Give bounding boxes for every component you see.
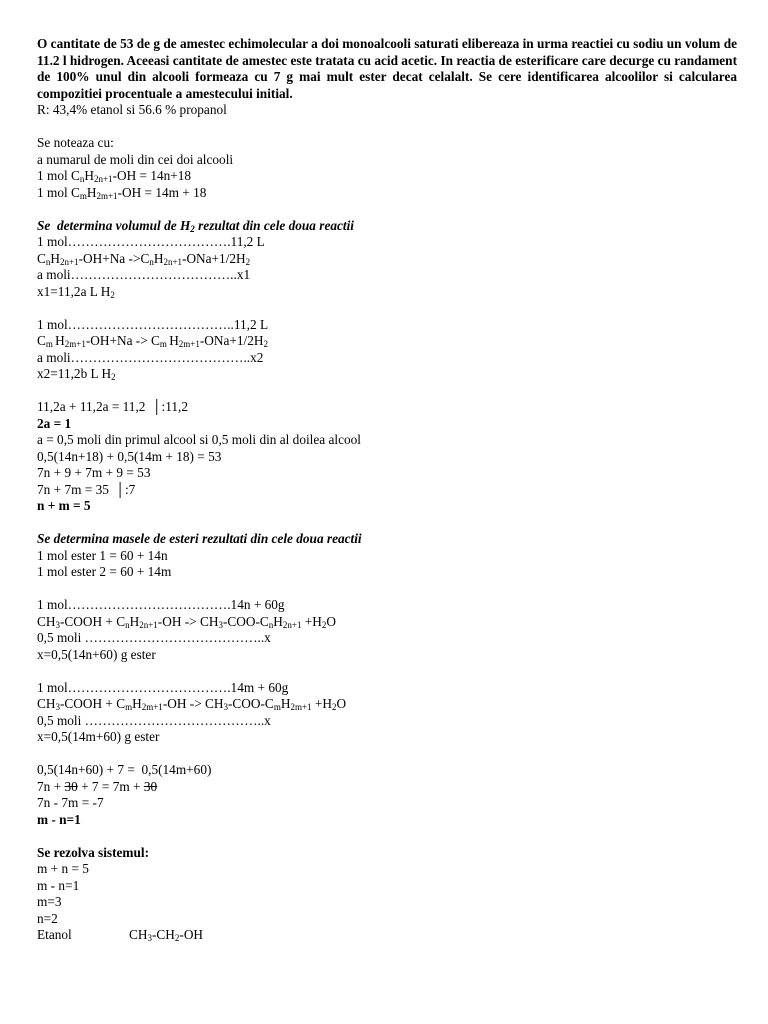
h-eq2: 7n + 7m = 35 │:7 bbox=[37, 481, 136, 497]
e-reaction2-result: x=0,5(14m+60) g ester bbox=[37, 729, 160, 744]
etanol-line: Etanol $CH_3-CH_2-OH$ bbox=[37, 927, 204, 943]
h-eq1: 7n + 9 + 7m + 9 = 53 bbox=[37, 465, 151, 480]
h-reaction2-top: 1 mol………………………………..11,2 L bbox=[37, 316, 269, 332]
e-reaction1-equation: $CH_3$-COOH + $C_nH_{2n+1}-OH -> CH_3-COO-C_nH_{2n+1} +H_2O$ bbox=[37, 613, 337, 630]
hydrogen-heading: Se determina volumul de $H_2$ rezultat din cele doua reactii bbox=[37, 217, 354, 234]
h-reaction1-top: 1 mol……………………………….11,2 L bbox=[37, 234, 265, 249]
e-difference: 7n - 7m = -7 bbox=[37, 795, 104, 810]
h-sum-line: 11,2a + 11,2a = 11,2 │:11,2 bbox=[37, 399, 188, 414]
e-reaction2-bottom: 0,5 moli …………………………………..x bbox=[37, 712, 271, 728]
e-reaction2-top: 1 mol……………………………….14m + 60g bbox=[37, 679, 289, 695]
h-reaction2-bottom: a moli…………………………………..x2 bbox=[37, 349, 264, 365]
h-reaction1-result: x1=11,2a L $H_2$ bbox=[37, 283, 115, 300]
document-body bbox=[37, 36, 737, 944]
h-reaction2-equation: $C_m$ $H_{2m+1}-OH+Na -> C_m$ $H_{2m+1}-ONa+1/2H_2$ bbox=[37, 333, 269, 349]
system-m: m=3 bbox=[37, 894, 62, 909]
problem-statement: O cantitate de 53 de g de amestec echimolecular a doi monoalcooli saturati elibereaza in urma reactiei cu sodiu un volum de 11.2 l hidrogen. Aceeasi cantitate de amestec este tratata cu acid acetic. In reactia de esterificare care decurge cu randament de 100% unul din alcooli formeaza cu 7 g mai mult ester decat celalalt. Se cere identificarea alcoolilor si calcularea compozitiei procentuale a amestecului initial. bbox=[37, 36, 737, 101]
esters-heading: Se determina masele de esteri rezultati din cele doua reactii bbox=[37, 531, 362, 546]
system-eq1: m + n = 5 bbox=[37, 861, 89, 876]
e-reaction1-result: x=0,5(14n+60) g ester bbox=[37, 646, 156, 662]
e-comparison: 0,5(14n+60) + 7 = 0,5(14m+60) bbox=[37, 762, 212, 777]
system-heading: Se rezolva sistemul: bbox=[37, 844, 150, 860]
h-two-a: 2a = 1 bbox=[37, 415, 72, 431]
h-reaction2-result: x2=11,2b L $H_2$ bbox=[37, 366, 116, 382]
notation-mol1: 1 mol $C_nH_{2n+1}-OH = 14n+18$ bbox=[37, 168, 192, 184]
answer-line: R: 43,4% etanol si 56.6 % propanol bbox=[37, 102, 227, 117]
e-reaction1-top: 1 mol……………………………….14n + 60g bbox=[37, 597, 285, 612]
h-reaction1-bottom: a moli………………………………..x1 bbox=[37, 267, 251, 282]
h-n-plus-m: n + m = 5 bbox=[37, 498, 91, 513]
e-strike-line: 7n + 30 + 7 = 7m + 30 bbox=[37, 778, 158, 794]
h-reaction1-equation: $C_nH_{2n+1}-OH+Na$ $->C_nH_{2n+1}-ONa+1/2H_2$ bbox=[37, 250, 251, 267]
system-eq2: m - n=1 bbox=[37, 877, 80, 893]
ester2-mass: 1 mol ester 2 = 60 + 14m bbox=[37, 564, 172, 579]
h-mass-equation: 0,5(14n+18) + 0,5(14m + 18) = 53 bbox=[37, 448, 222, 464]
e-reaction2-equation: $CH_3$-COOH + $C_mH_{2m+1}-OH -> CH_3-COO-C_mH_{2m+1} +H_2O$ bbox=[37, 696, 347, 712]
notation-a: a numarul de moli din cei doi alcooli bbox=[37, 151, 234, 167]
notation-mol2: 1 mol $C_mH_{2m+1}-OH = 14m + 18$ bbox=[37, 184, 207, 201]
system-n: n=2 bbox=[37, 910, 58, 926]
notation-intro: Se noteaza cu: bbox=[37, 135, 114, 150]
ester1-mass: 1 mol ester 1 = 60 + 14n bbox=[37, 547, 168, 563]
e-m-minus-n: m - n=1 bbox=[37, 811, 81, 827]
h-a-value: a = 0,5 moli din primul alcool si 0,5 moli din al doilea alcool bbox=[37, 432, 361, 447]
e-reaction1-bottom: 0,5 moli …………………………………..x bbox=[37, 630, 271, 645]
